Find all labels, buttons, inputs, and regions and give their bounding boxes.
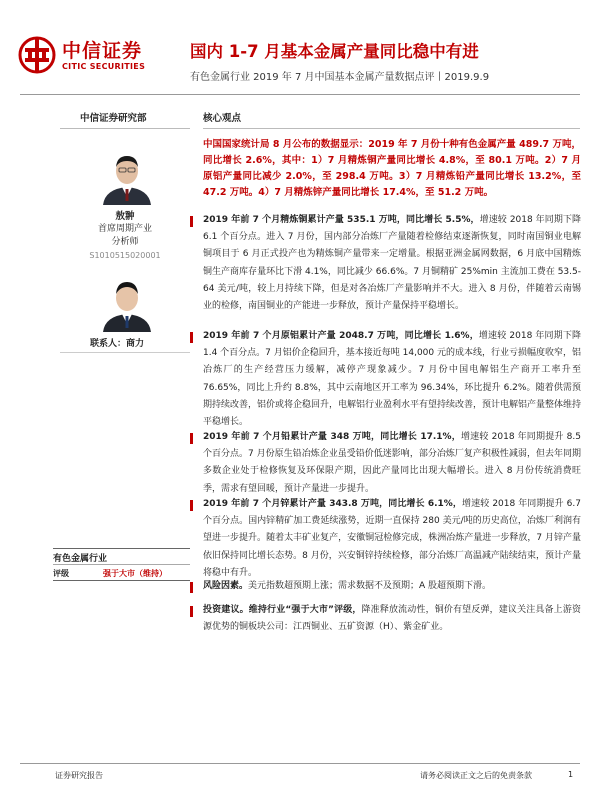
contact-name: 联系人：商力 xyxy=(90,339,145,349)
paragraph-body: 增速较 2018 年同期提升 6.7 个百分点。国内锌精矿加工费延续涨势，近期一直保持 280 美元/吨的历史高位，冶炼厂利润有望进一步提升。随着太丰矿业复产，安徽铜冠检修完成，株洲冶炼产量进一步释放，7 月锌产量依旧保持同比增长态势。8 月份，兴安铜锌持续检修，部分冶炼厂高温减产陆续结束，预计产量将稳中有升。 xyxy=(203,499,581,578)
research-dept: 中信证券研究部 xyxy=(80,113,147,124)
industry-title: 有色金属行业 xyxy=(53,554,108,564)
paragraph-marker xyxy=(190,500,193,511)
paragraph-aluminum xyxy=(203,328,581,431)
paragraph-advice xyxy=(203,602,581,636)
analyst-cert: S1010515020001 xyxy=(89,251,161,260)
brand-logo xyxy=(18,34,198,78)
paragraph-marker xyxy=(190,216,193,227)
contact-divider xyxy=(60,352,190,353)
analyst-role-line2: 分析师 xyxy=(111,237,139,247)
paragraph-body: 增速较 2018 年同期下降 1.4 个百分点。7 月铝价企稳回升，基本接近每吨 14,000 元的成本线，行业亏损幅度收窄，铝冶炼厂的生产经营压力缓解，减停产现象减少。7 月份中国电解铝生产商开工率升至 76.65%，同比上升约 8.8%，其中云南地区开工率为 96.34%，环比提升 6.2%。随着供需预期持续改善，铝价或将企稳回升，电解铝行业盈利水平有望持续改善，预计电解铝产量整体维持平稳增长。 xyxy=(203,331,582,428)
paragraph-copper xyxy=(203,212,581,315)
brand-name-cn: 中信证券 xyxy=(62,40,143,62)
analyst-photo xyxy=(97,145,157,205)
paragraph-marker xyxy=(190,433,193,444)
rating-value: 强于大市（维持） xyxy=(103,569,167,578)
paragraph-body: 增速较 2018 年同期下降 6.1 个百分点。进入 7 月份，国内部分冶炼厂产量随着检修结束逐渐恢复，同时南国铜业电解铜项目于 6 月正式投产也为精炼铜产量带来一定增量。根据亚洲金属网数据，6 月底中国精炼铜生产商库存量环比下滑 4.1%，同比减少 66.6%。7 月铜精矿 25%min 主流加工费在 53.5-64 美元/吨，较上月持续下降，但是对各冶炼厂产量影响并不大。进入 8 月份，伴随着云南锡业的检修，南国铜业的产能进一步释放，预计产量保持平稳增长。 xyxy=(203,215,581,312)
rating-label: 评级 xyxy=(53,569,69,578)
footer-disclaimer: 请务必阅读正文之后的免责条款 xyxy=(420,771,532,780)
citic-logo-icon xyxy=(18,36,56,74)
section-divider xyxy=(203,128,580,129)
industry-table-top-rule xyxy=(53,548,190,549)
paragraph-lead: 2019 年前 7 个月锌累计产量 343.8 万吨，同比增长 6.1%， xyxy=(203,499,463,509)
industry-table-mid-rule xyxy=(53,564,190,565)
report-title: 国内 1-7 月基本金属产量同比稳中有进 xyxy=(190,42,479,61)
brand-name-en: CITIC SECURITIES xyxy=(62,62,146,71)
paragraph-body: 降准释放流动性，铜价有望反弹，建议关注具备上游资源优势的铜板块公司：江西铜业、五矿资源（H）、紫金矿业。 xyxy=(203,605,581,633)
paragraph-marker xyxy=(190,582,193,593)
paragraph-marker xyxy=(190,332,193,343)
contact-photo xyxy=(97,272,157,332)
paragraph-lead: 2019 年前 7 个月原铝累计产量 2048.7 万吨，同比增长 1.6%， xyxy=(203,331,479,341)
paragraph-body: 美元指数超预期上涨；需求数据不及预期；A 股超预期下滑。 xyxy=(248,581,492,591)
report-subtitle: 有色金属行业 2019 年 7 月中国基本金属产量数据点评丨2019.9.9 xyxy=(190,72,490,83)
paragraph-lead: 投资建议。维持行业“强于大市”评级， xyxy=(203,605,362,615)
analyst-info xyxy=(60,210,190,262)
page-number: 1 xyxy=(568,770,574,779)
paragraph-lead: 2019 年前 7 个月精炼铜累计产量 535.1 万吨，同比增长 5.5%， xyxy=(203,215,480,225)
summary-text: 中国国家统计局 8 月公布的数据显示：2019 年 7 月份十种有色金属产量 489.7 万吨，同比增长 2.6%，其中：1）7 月精炼铜产量同比增长 4.8%，至 80.1 万吨。2）7 月原铝产量同比减少 2.0%，至 298.4 万吨。3）7 月精炼铅产量同比增长 13.2%，至 47.2 万吨。4）7 月精炼锌产量同比增长 17.4%，至 51.2 万吨。 xyxy=(203,139,581,198)
paragraph-marker xyxy=(190,606,193,617)
analyst-name: 敖翀 xyxy=(115,211,135,222)
section-title: 核心观点 xyxy=(203,113,242,124)
paragraph-lead-metal xyxy=(203,429,581,498)
header-divider xyxy=(20,94,580,95)
paragraph-lead: 2019 年前 7 个月铅累计产量 348 万吨，同比增长 17.1%， xyxy=(203,432,461,442)
paragraph-lead: 风险因素。 xyxy=(203,581,249,591)
footer-label: 证券研究报告 xyxy=(55,771,103,780)
paragraph-body: 增速较 2018 年同期提升 8.5 个百分点。7 月份原生铅冶炼企业虽受铅价低迷影响，部分冶炼厂复产积极性减弱，但去年同期多数企业处于检修恢复及环保限产期，因此产量同比出现大幅增长。进入 8 月份传统消费旺季，需求有望回暖，预计产量进一步提升。 xyxy=(203,432,581,494)
left-head-divider xyxy=(60,128,190,129)
paragraph-zinc xyxy=(203,496,581,582)
industry-table-bottom-rule xyxy=(53,580,190,581)
analyst-role-line1: 首席周期产业 xyxy=(97,224,152,234)
footer-divider xyxy=(20,763,580,764)
paragraph-risk xyxy=(203,578,581,595)
